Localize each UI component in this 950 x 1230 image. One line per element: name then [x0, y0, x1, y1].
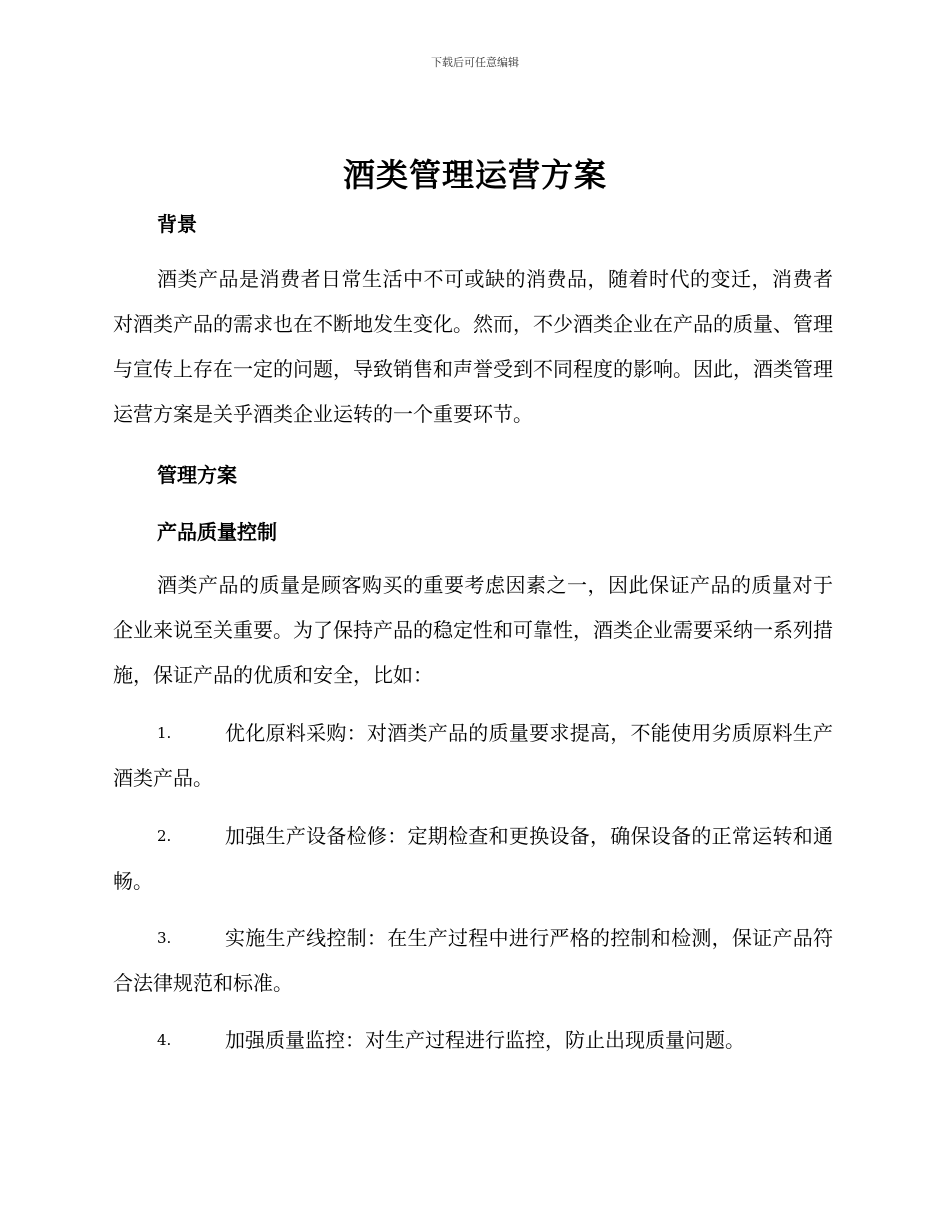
- list-number: 1.: [157, 724, 172, 742]
- header-note: 下载后可任意编辑: [431, 56, 519, 69]
- list-text: 实施生产线控制：在生产过程中进行严格的控制和检测，保证产品符合法律规范和标准。: [113, 926, 833, 995]
- list-text: 加强质量监控：对生产过程进行监控，防止出现质量问题。: [225, 1028, 745, 1052]
- document-title: 酒类管理运营方案: [342, 156, 607, 194]
- list-text: 优化原料采购：对酒类产品的质量要求提高，不能使用劣质原料生产酒类产品。: [113, 721, 833, 790]
- list-number: 3.: [157, 929, 172, 947]
- list-text: 加强生产设备检修：定期检查和更换设备，确保设备的正常运转和通畅。: [113, 824, 833, 893]
- list-item-3: [113, 916, 833, 1006]
- list-item-2: [113, 814, 833, 904]
- list-item-4: [113, 1018, 833, 1063]
- quality-paragraph: 酒类产品的质量是顾客购买的重要考虑因素之一，因此保证产品的质量对于企业来说至关重要。为了保持产品的稳定性和可靠性，酒类企业需要采纳一系列措施，保证产品的优质和安全，比如：: [113, 573, 833, 687]
- list-number: 2.: [157, 827, 172, 845]
- list-number: 4.: [157, 1031, 172, 1049]
- section-heading-quality-control: 产品质量控制: [157, 520, 277, 544]
- section-heading-management: 管理方案: [157, 463, 237, 487]
- section-heading-background: 背景: [157, 212, 197, 236]
- background-paragraph: 酒类产品是消费者日常生活中不可或缺的消费品，随着时代的变迁，消费者对酒类产品的需求也在不断地发生变化。然而，不少酒类企业在产品的质量、管理与宣传上存在一定的问题，导致销售和声誉受到不同程度的影响。因此，酒类管理运营方案是关乎酒类企业运转的一个重要环节。: [113, 267, 833, 426]
- list-item-1: [113, 711, 833, 801]
